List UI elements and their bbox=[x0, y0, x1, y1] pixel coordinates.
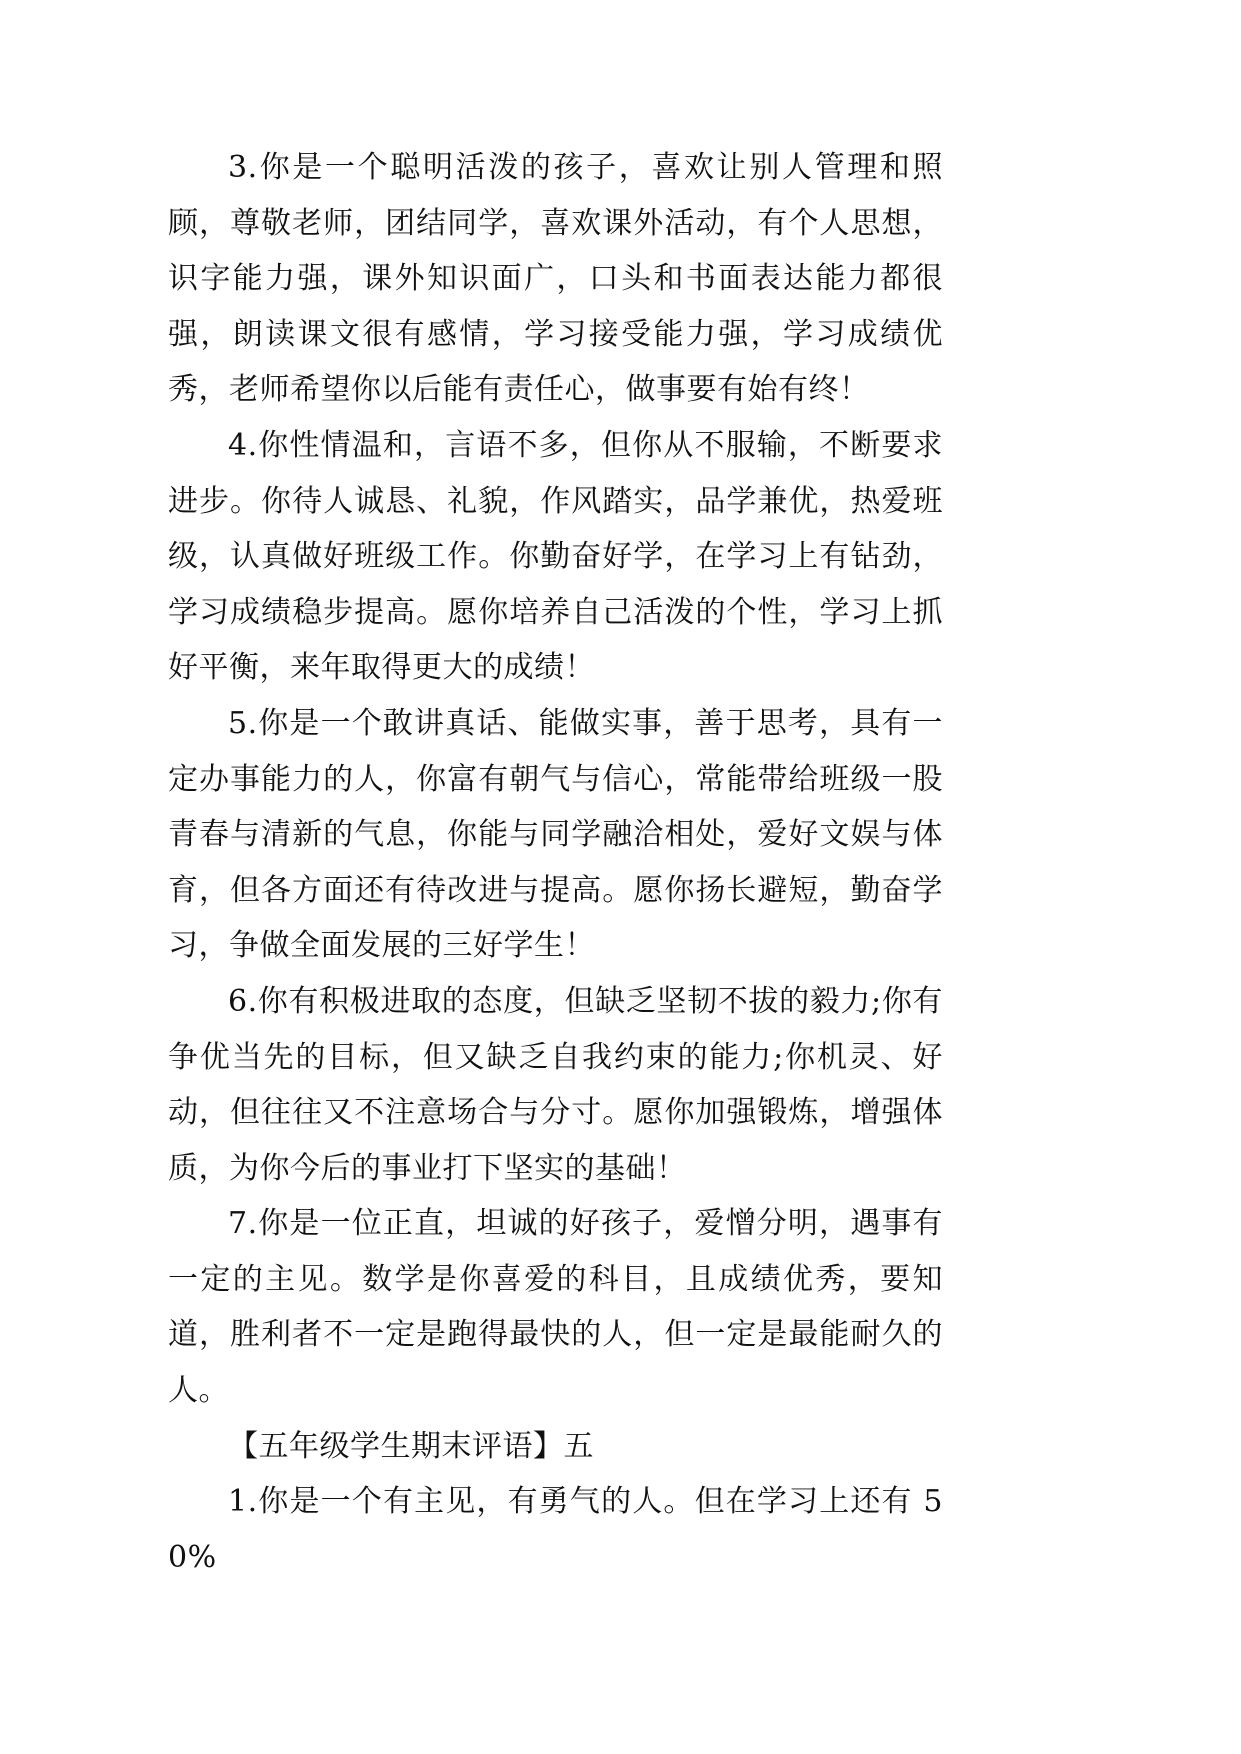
paragraph-comment-7: 7.你是一位正直，坦诚的好孩子，爱憎分明，遇事有一定的主见。数学是你喜爱的科目，且成绩优秀，要知道，胜利者不一定是跑得最快的人，但一定是最能耐久的人。 bbox=[168, 1206, 943, 1409]
paragraph-comment-1: 1.你是一个有主见，有勇气的人。但在学习上还有 50% bbox=[168, 1484, 943, 1575]
paragraph-comment-6: 6.你有积极进取的态度，但缺乏坚韧不拔的毅力;你有争优当先的目标，但又缺乏自我约束的能力;你机灵、好动，但往往又不注意场合与分寸。愿你加强锻炼，增强体质，为你今后的事业打下坚实的基础！ bbox=[168, 983, 943, 1186]
paragraph-comment-4: 4.你性情温和，言语不多，但你从不服输，不断要求进步。你待人诚恳、礼貌，作风踏实，品学兼优，热爱班级，认真做好班级工作。你勤奋好学，在学习上有钻劲，学习成绩稳步提高。愿你培养自己活泼的个性，学习上抓好平衡，来年取得更大的成绩！ bbox=[168, 427, 943, 686]
document-body bbox=[168, 140, 943, 1585]
paragraph-comment-3: 3.你是一个聪明活泼的孩子，喜欢让别人管理和照顾，尊敬老师，团结同学，喜欢课外活动，有个人思想，识字能力强，课外知识面广，口头和书面表达能力都很强，朗读课文很有感情，学习接受能力强，学习成绩优秀，老师希望你以后能有责任心，做事要有始有终！ bbox=[168, 150, 943, 408]
paragraph-comment-5: 5.你是一个敢讲真话、能做实事，善于思考，具有一定办事能力的人，你富有朝气与信心，常能带给班级一股青春与清新的气息，你能与同学融洽相处，爱好文娱与体育，但各方面还有待改进与提高。愿你扬长避短，勤奋学习，争做全面发展的三好学生！ bbox=[168, 705, 943, 964]
section-heading: 【五年级学生期末评语】五 bbox=[228, 1428, 594, 1464]
